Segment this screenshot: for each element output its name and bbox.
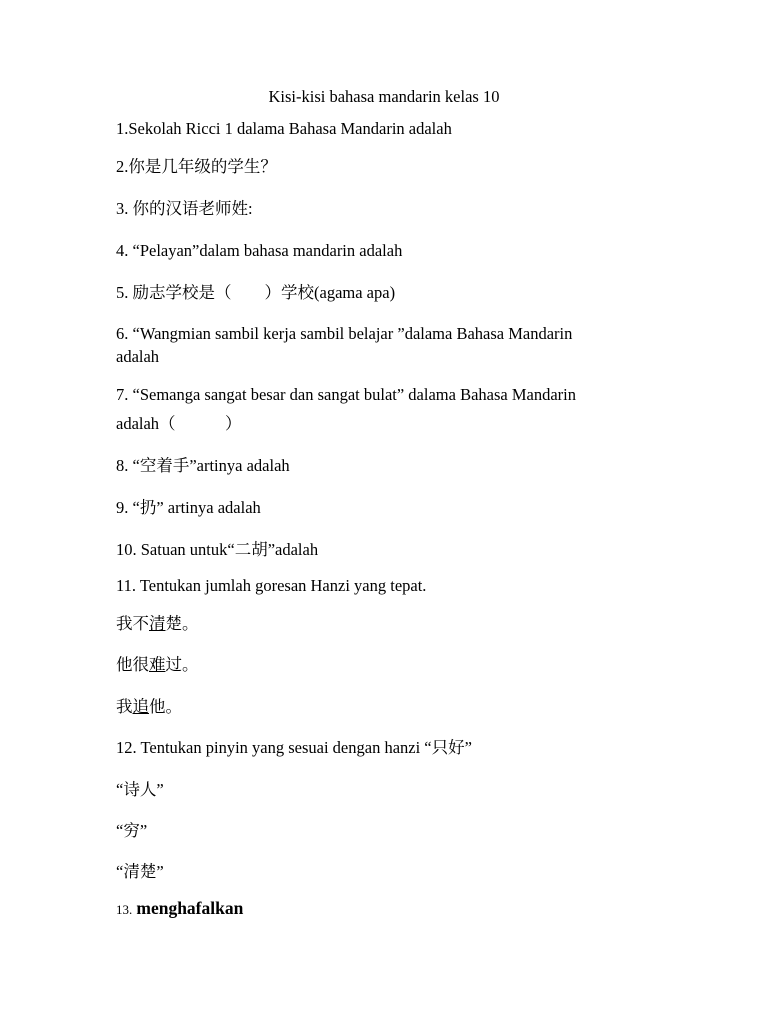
- question-12: 12. Tentukan pinyin yang sesuai dengan hanzi “只好”: [116, 738, 472, 757]
- stroke-sentence-2: [116, 654, 636, 676]
- question-13-text: menghafalkan: [136, 898, 244, 918]
- question-3: 3. 你的汉语老师姓:: [116, 199, 253, 218]
- pinyin-word-1: “诗人”: [116, 780, 164, 799]
- stroke-sentence-1: [116, 613, 636, 635]
- question-2: 2.你是几年级的学生？: [116, 157, 277, 176]
- sentence-text: 过。: [165, 655, 199, 674]
- question-1: 1.Sekolah Ricci 1 dalama Bahasa Mandarin adalah: [116, 119, 452, 138]
- document-title: Kisi-kisi bahasa mandarin kelas 10: [268, 87, 500, 106]
- question-8: 8. “空着手”artinya adalah: [116, 456, 290, 475]
- question-6-line-1: 6. “Wangmian sambil kerja sambil belajar ”dalama Bahasa Mandarin: [116, 324, 573, 343]
- question-9: 9. “扔” artinya adalah: [116, 498, 261, 517]
- underlined-char: 追: [132, 697, 149, 716]
- underlined-char: 难: [149, 655, 166, 674]
- question-5: 5. 励志学校是（ ）学校(agama apa): [116, 283, 396, 302]
- question-13: [116, 897, 636, 921]
- question-4: 4. “Pelayan”dalam bahasa mandarin adalah: [116, 241, 403, 260]
- sentence-text: 我不: [116, 614, 149, 633]
- question-7-line-1: 7. “Semanga sangat besar dan sangat bulat” dalama Bahasa Mandarin: [116, 385, 576, 404]
- sentence-text: 他很: [116, 655, 149, 674]
- sentence-text: 我: [116, 697, 133, 716]
- question-7-line-2: adalah（ ）: [116, 414, 242, 433]
- stroke-sentence-3: [116, 696, 636, 718]
- sentence-text: 他。: [149, 697, 182, 716]
- sentence-text: 楚。: [165, 614, 199, 633]
- question-13-number: 13.: [116, 902, 133, 917]
- question-6-line-2: adalah: [116, 347, 160, 366]
- pinyin-word-2: “穷”: [116, 821, 148, 840]
- question-11: 11. Tentukan jumlah goresan Hanzi yang tepat.: [116, 576, 427, 595]
- question-10: 10. Satuan untuk“二胡”adalah: [116, 540, 319, 559]
- pinyin-word-3: “清楚”: [116, 862, 164, 881]
- underlined-char: 清: [149, 614, 166, 633]
